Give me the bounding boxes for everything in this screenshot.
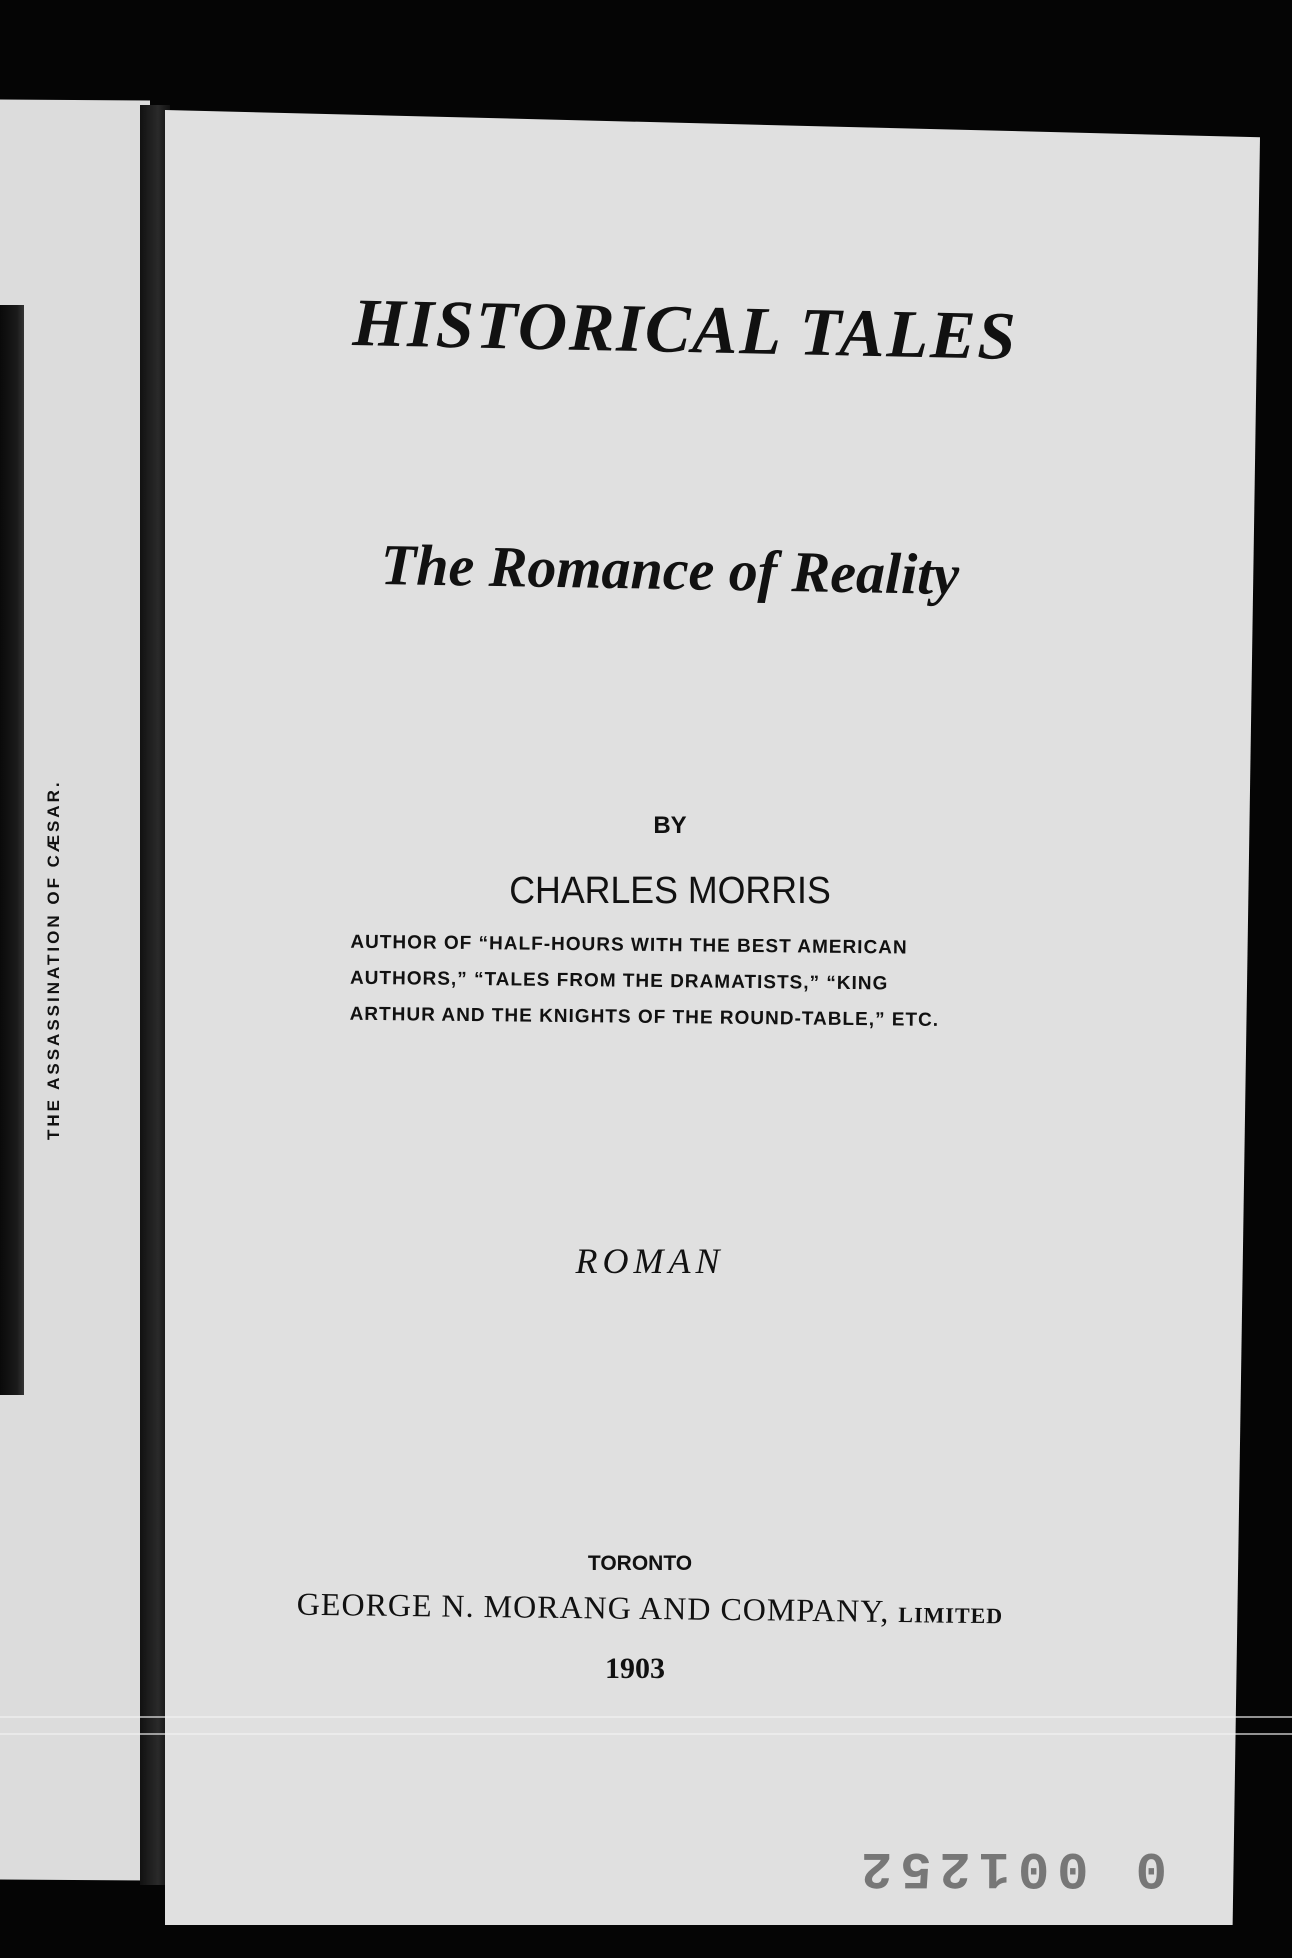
volume-label: ROMAN [575, 1241, 725, 1281]
author-credits [349, 925, 970, 1039]
publisher-suffix: LIMITED [898, 1602, 1004, 1629]
author-name: CHARLES MORRIS [509, 870, 831, 912]
book-title: HISTORICAL TALES [351, 284, 1019, 374]
publisher-name: GEORGE N. MORANG AND COMPANY, [296, 1585, 890, 1629]
book-subtitle: The Romance of Reality [380, 531, 960, 608]
publication-place: TORONTO [587, 1552, 693, 1575]
scan-streak [0, 1733, 1292, 1735]
credit-line: AUTHOR OF “HALF-HOURS WITH THE BEST AMERICAN [350, 931, 908, 959]
scan-streak [0, 1716, 1292, 1718]
credit-line: ARTHUR AND THE KNIGHTS OF THE ROUND-TABLE,” ETC. [349, 1003, 940, 1031]
credit-line: AUTHORS,” “TALES FROM THE DRAMATISTS,” “KING [349, 967, 889, 995]
frontispiece-caption: THE ASSASSINATION OF CÆSAR. [44, 779, 63, 1140]
accession-stamp: 0 001252 [853, 1838, 1167, 1897]
by-label: BY [653, 812, 687, 839]
publication-year: 1903 [605, 1652, 665, 1685]
frontispiece-illustration-edge [0, 305, 24, 1395]
